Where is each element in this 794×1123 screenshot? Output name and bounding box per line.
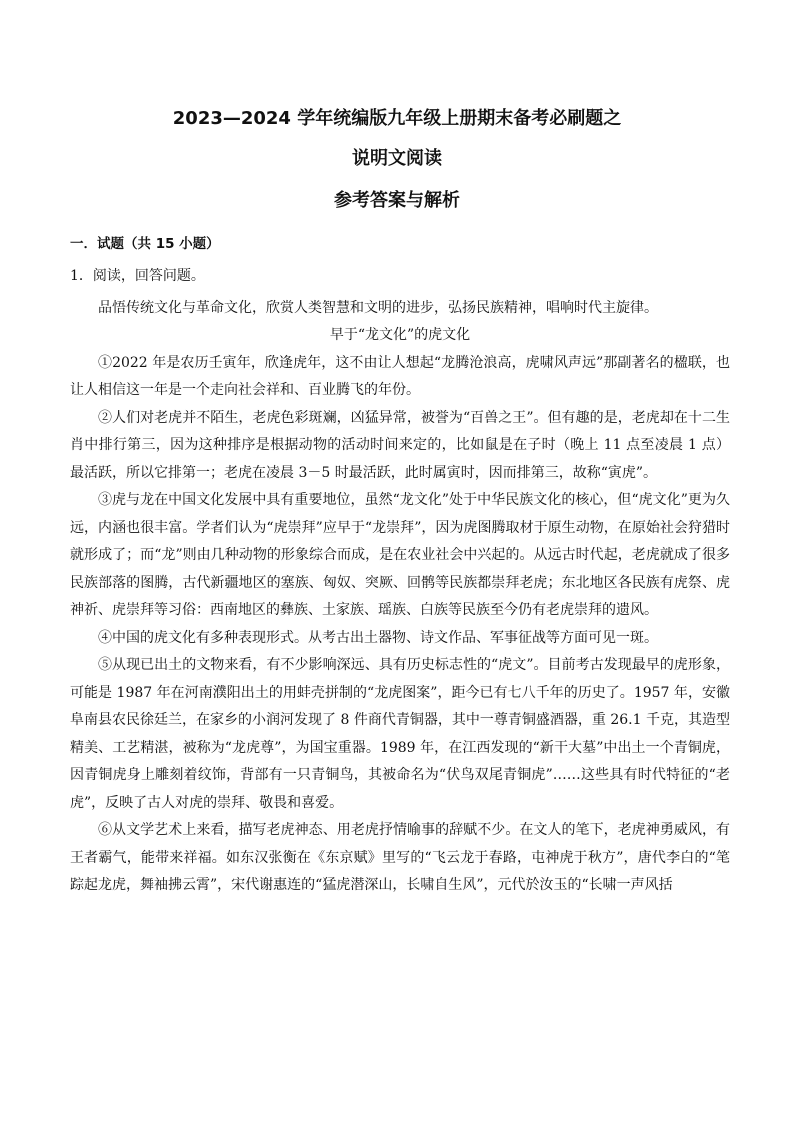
document-subtitle: 说明文阅读 [352,148,442,169]
section-heading: 一．试题（共 15 小题） [70,236,220,252]
question-body [70,263,730,900]
intro-text: 品悟传统文化与革命文化，欣赏人类智慧和文明的进步，弘扬民族精神，唱响时代主旋律。 [98,299,658,316]
article-title: 早于“龙文化”的虎文化 [329,327,471,343]
paragraph-1: ①2022 年是农历壬寅年，欣逢虎年，这不由让人想起“龙腾沧浪高，虎啸风声远”那副著名的楹联，也让人相信这一年是一个走向社会祥和、百业腾飞的年份。 [70,354,730,398]
paragraph-2: ②人们对老虎并不陌生，老虎色彩斑斓，凶猛异常，被誉为“百兽之王”。但有趣的是，老虎却在十二生肖中排行第三，因为这种排序是根据动物的活动时间来定的，比如鼠是在子时（晚上 11 点至凌晨 1 点）最活跃，所以它排第一；老虎在凌晨 3－5 时最活跃，此时属寅时，因而排第三，故称“寅虎”。 [70,409,730,481]
answer-heading: 参考答案与解析 [334,190,460,211]
document-title: 2023—2024 学年统编版九年级上册期末备考必刷题之 [172,108,622,129]
paragraph-3: ③虎与龙在中国文化发展中具有重要地位，虽然“龙文化”处于中华民族文化的核心，但“虎文化”更为久远，内涵也很丰富。学者们认为“虎崇拜”应早于“龙崇拜”，因为虎图腾取材于原生动物，在原始社会狩猎时就形成了；而“龙”则由几种动物的形象综合而成，是在农业社会中兴起的。从远古时代起，老虎就成了很多民族部落的图腾，古代新疆地区的塞族、匈奴、突厥、回鹘等民族都崇拜老虎；东北地区各民族有虎祭、虎神祈、虎崇拜等习俗：西南地区的彝族、土家族、瑶族、白族等民族至今仍有老虎崇拜的遗风。 [70,492,730,618]
paragraph-5: ⑤从现已出土的文物来看，有不少影响深远、具有历史标志性的“虎文”。目前考古发现最早的虎形象，可能是 1987 年在河南濮阳出土的用蚌壳拼制的“龙虎图案”，距今已有七八千年的历史了。1957 年，安徽阜南县农民徐廷兰，在家乡的小润河发现了 8 件商代青铜器，其中一尊青铜盛酒器，重 26.1 千克，其造型精美、工艺精湛，被称为“龙虎尊”，为国宝重器。1989 年，在江西发现的“新干大墓”中出土一个青铜虎，因青铜虎身上雕刻着纹饰，背部有一只青铜鸟，其被命名为“伏鸟双尾青铜虎”……这些具有时代特征的“老虎”，反映了古人对虎的崇拜、敬畏和喜爱。 [70,657,730,811]
paragraph-6: ⑥从文学艺术上来看，描写老虎神态、用老虎抒情喻事的辞赋不少。在文人的笔下，老虎神勇威风，有王者霸气，能带来祥福。如东汉张衡在《东京赋》里写的“飞云龙于春路，屯神虎于秋方”，唐代李白的“笔踪起龙虎，舞袖拂云霄”，宋代谢惠连的“猛虎潜深山，长啸自生风”，元代於汝玉的“长啸一声风括 [70,822,730,893]
paragraph-4: ④中国的虎文化有多种表现形式。从考古出土器物、诗文作品、军事征战等方面可见一斑。 [98,629,658,646]
question-prompt: 1．阅读，回答问题。 [70,268,205,284]
